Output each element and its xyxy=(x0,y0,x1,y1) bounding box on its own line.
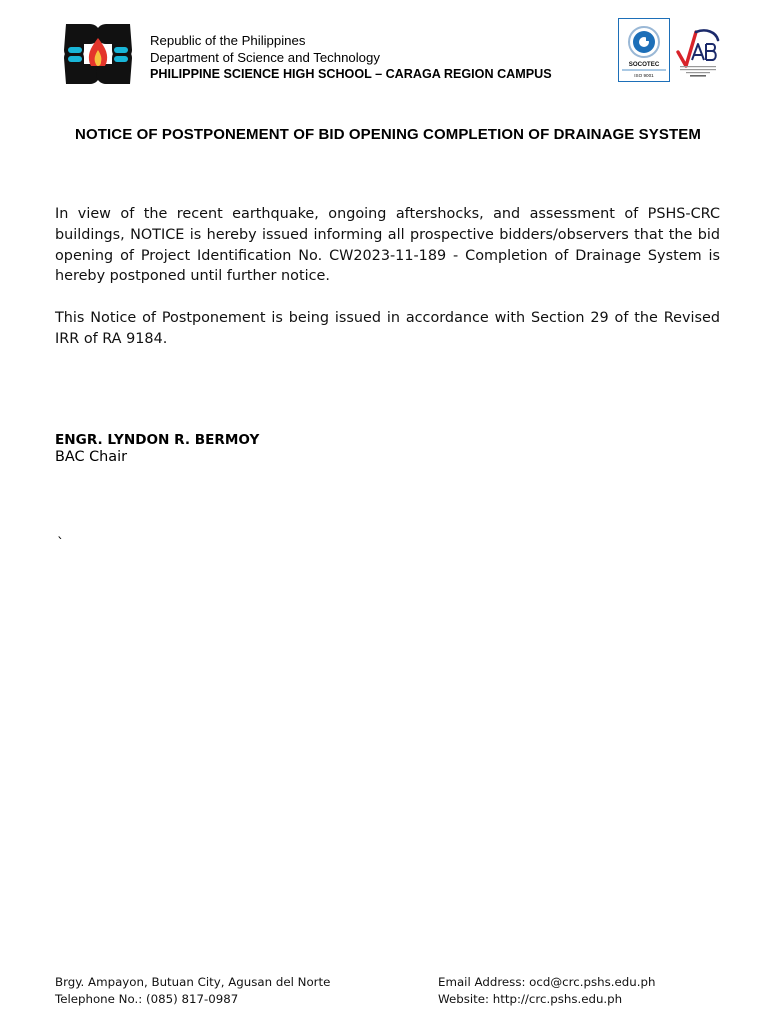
footer-website: Website: http://crc.pshs.edu.ph xyxy=(438,992,623,1006)
pab-accreditation-icon xyxy=(672,22,722,80)
socotec-iso-badge-icon xyxy=(618,18,670,82)
signatory-position: BAC Chair xyxy=(55,449,127,465)
stray-backtick-mark: ` xyxy=(57,536,64,552)
letterhead-text xyxy=(150,32,552,83)
notice-title: NOTICE OF POSTPONEMENT OF BID OPENING COMPLETION OF DRAINAGE SYSTEM xyxy=(75,126,701,143)
footer-contact-left xyxy=(55,974,330,1008)
footer-telephone: Telephone No.: (085) 817-0987 xyxy=(55,992,239,1006)
department-line: Department of Science and Technology xyxy=(150,50,380,65)
iso-standard-label: ISO 9001 xyxy=(634,73,654,78)
iso-brand-label: SOCOTEC xyxy=(628,61,660,68)
pshs-logo-icon xyxy=(62,20,134,88)
footer-email: Email Address: ocd@crc.pshs.edu.ph xyxy=(438,975,656,989)
footer-contact-right xyxy=(438,974,655,1008)
notice-paragraph-1: In view of the recent earthquake, ongoing aftershocks, and assessment of PSHS-CRC buildings, NOTICE is hereby issued informing all prospective bidders/observers that the bid opening of Project Identification No. CW2023-11-189 - Completion of Drainage System is hereby postponed until further notice. xyxy=(55,206,720,285)
republic-line: Republic of the Philippines xyxy=(150,33,306,48)
signatory-name: ENGR. LYNDON R. BERMOY xyxy=(55,432,260,448)
school-name: PHILIPPINE SCIENCE HIGH SCHOOL – CARAGA REGION CAMPUS xyxy=(150,67,552,81)
footer-address: Brgy. Ampayon, Butuan City, Agusan del Norte xyxy=(55,975,331,989)
notice-paragraph-2: This Notice of Postponement is being issued in accordance with Section 29 of the Revised IRR of RA 9184. xyxy=(55,310,720,347)
